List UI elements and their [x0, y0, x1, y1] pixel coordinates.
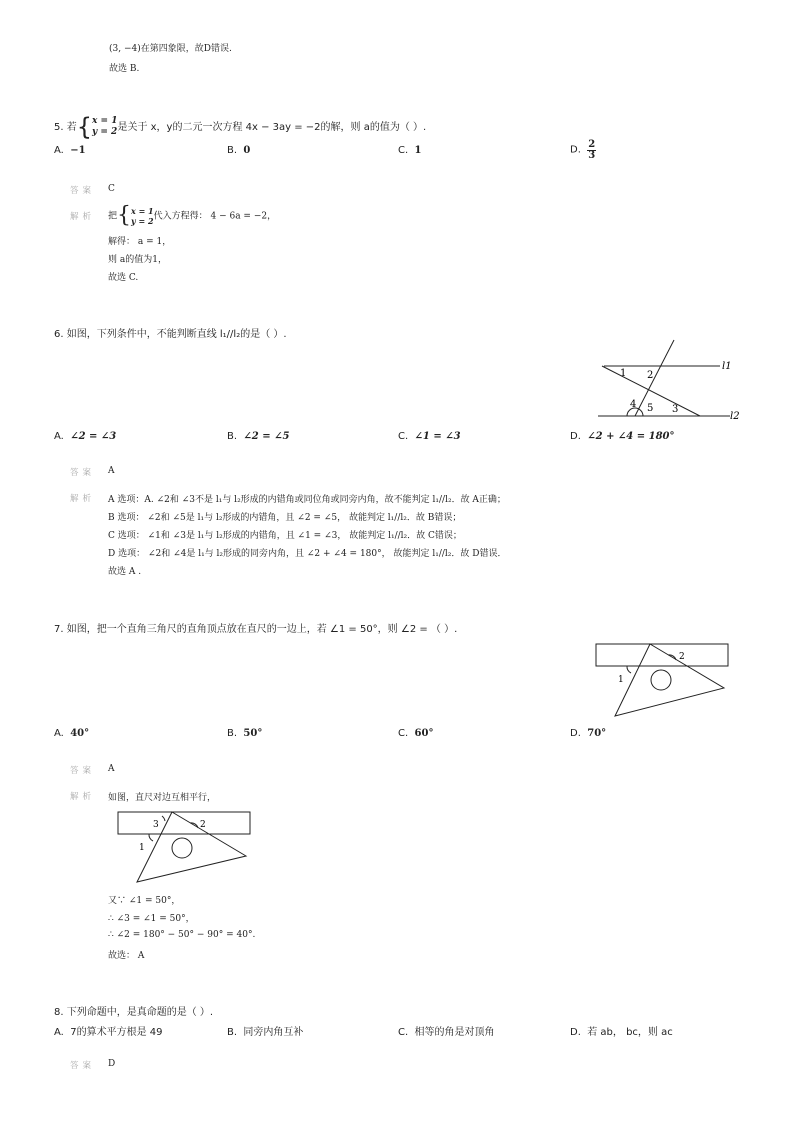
q6-option-a[interactable] [54, 431, 116, 442]
solution-prefix: 把 [108, 211, 118, 222]
solution-system [131, 206, 154, 226]
solution-system-line-2: y = 2 [131, 216, 154, 226]
solution-system-line-1: x = 1 [131, 206, 154, 216]
solution-substitute: 代入方程得： 4 − 6a = −2， [153, 211, 277, 222]
q5-solution-line-1 [108, 205, 276, 227]
option-text: 相等的角是对顶角 [414, 1027, 495, 1038]
option-key: A. [54, 728, 64, 739]
option-text: ∠1 = ∠3 [414, 431, 461, 442]
angle-arc-1 [627, 666, 631, 673]
q7-option-a[interactable] [54, 728, 89, 739]
q7-option-b[interactable] [227, 728, 262, 739]
option-key: A. [54, 431, 64, 442]
set-square-hole [651, 670, 671, 690]
q8-option-d[interactable] [570, 1023, 673, 1038]
option-text: −1 [70, 145, 86, 156]
option-key: B. [227, 728, 238, 739]
q5-analysis-label: 解析 [70, 212, 96, 222]
q7-option-d[interactable] [570, 728, 606, 739]
option-key: B. [227, 1027, 238, 1038]
option-key: D. [570, 1027, 581, 1038]
option-key: A. [54, 1027, 64, 1038]
q5-option-b[interactable] [227, 145, 250, 156]
angle-label-1: 1 [618, 675, 624, 685]
angle-label-2: 2 [647, 370, 654, 381]
option-key: C. [398, 431, 409, 442]
prev-solution-line-2: 故选 B. [109, 64, 140, 74]
angle-label-2: 2 [200, 820, 206, 830]
q8-answer: D [108, 1059, 116, 1069]
q8-option-c[interactable] [398, 1023, 495, 1038]
option-key: D. [570, 431, 581, 442]
option-key: D. [570, 144, 581, 156]
angle-label-3: 3 [672, 404, 679, 415]
question-7-stem: 7. 如图，把一个直角三角尺的直角顶点放在直尺的一边上，若 ∠1 = 50°，则 ∠2 = （ ）. [54, 624, 458, 635]
q8-answer-label: 答案 [70, 1061, 96, 1071]
option-key: A. [54, 145, 64, 156]
option-text: 若 ab， bc，则 ac [587, 1027, 673, 1038]
q5-option-d[interactable] [570, 139, 596, 161]
option-text: 70° [587, 728, 607, 739]
q7-figure [590, 638, 735, 720]
q7-answer: A [108, 764, 115, 774]
q6-analysis-label: 解析 [70, 494, 96, 504]
angle-label-3: 3 [153, 820, 159, 830]
equation-system [92, 116, 117, 138]
ruler [596, 644, 728, 666]
q7-analysis-label: 解析 [70, 792, 96, 802]
system-line-1: x = 1 [92, 116, 118, 126]
option-text: 0 [243, 145, 251, 156]
transversal-2 [635, 340, 674, 416]
q6-solution-line-3: C 选项： ∠1和 ∠3是 l₁与 l₂形成的内错角，且 ∠1 = ∠3， 故能判定 l₁//l₂．故 C错误； [108, 531, 462, 541]
fraction [587, 139, 596, 161]
option-key: B. [227, 145, 238, 156]
q7-solution-line-4: 故选： A [108, 951, 145, 961]
option-text: 40° [70, 728, 90, 739]
option-text: 60° [414, 728, 434, 739]
fraction-numerator: 2 [588, 139, 596, 150]
q6-solution-line-1: A 选项：A. ∠2和 ∠3不是 l₁与 l₂形成的内错角或同位角或同旁内角，故不能判定 l₁//l₂．故 A正确； [108, 495, 506, 505]
question-5-prefix: 5. 若 [54, 122, 77, 133]
line-label-l1: l1 [722, 361, 732, 372]
q6-solution-line-4: D 选项： ∠2和 ∠4是 l₁与 l₂形成的同旁内角，且 ∠2 + ∠4 = 180°， 故能判定 l₁//l₂．故 D错误． [108, 549, 507, 559]
q7-answer-label: 答案 [70, 766, 96, 776]
angle-label-1: 1 [620, 368, 627, 379]
q7-solution-line-1: 又∵ ∠1 = 50°， [108, 896, 181, 906]
q6-figure [590, 335, 750, 425]
option-key: C. [398, 1027, 409, 1038]
q5-option-a[interactable] [54, 145, 86, 156]
q7-solution-line-2: ∴ ∠3 = ∠1 = 50°， [108, 914, 195, 924]
q7-option-c[interactable] [398, 728, 433, 739]
prev-solution-line-1: (3, −4)在第四象限，故D错误. [109, 44, 232, 54]
q5-answer-label: 答案 [70, 186, 96, 196]
brace-symbol: { [76, 113, 93, 141]
angle-label-4: 4 [630, 399, 637, 410]
angle-label-2: 2 [679, 652, 685, 662]
option-text: 1 [414, 145, 422, 156]
question-6-stem: 6. 如图，下列条件中，不能判断直线 l₁//l₂的是（ ）. [54, 329, 287, 340]
ruler [118, 812, 250, 834]
question-8-stem: 8. 下列命题中，是真命题的是（ ）. [54, 1007, 214, 1018]
option-key: D. [570, 728, 581, 739]
option-key: C. [398, 145, 409, 156]
set-square-hole [172, 838, 192, 858]
q6-solution-line-2: B 选项： ∠2和 ∠5是 l₁与 l₂形成的内错角，且 ∠2 = ∠5， 故能判定 l₁//l₂．故 B错误； [108, 513, 462, 523]
angle-label-1: 1 [139, 843, 145, 853]
option-text: 7的算术平方根是 49 [70, 1027, 163, 1038]
question-5-stem [54, 115, 426, 139]
q6-solution-line-5: 故选 A . [108, 567, 142, 577]
option-text: ∠2 = ∠3 [70, 431, 117, 442]
system-line-2: y = 2 [92, 127, 118, 137]
brace-symbol: { [117, 203, 132, 228]
angle-label-5: 5 [647, 403, 654, 414]
angle-arc-1 [149, 834, 153, 841]
line-label-l2: l2 [730, 411, 740, 422]
q6-option-b[interactable] [227, 431, 289, 442]
question-5-middle: 是关于 x，y的二元一次方程 4x − 3ay = −2的解，则 a的值为（ ）. [117, 122, 427, 133]
q6-answer: A [108, 466, 115, 476]
option-text: 50° [243, 728, 263, 739]
q5-option-c[interactable] [398, 145, 422, 156]
option-text: ∠2 = ∠5 [243, 431, 290, 442]
q6-answer-label: 答案 [70, 468, 96, 478]
q7-solution-line-3: ∴ ∠2 = 180° − 50° − 90° = 40°. [108, 930, 256, 940]
option-key: B. [227, 431, 238, 442]
q8-option-b[interactable] [227, 1023, 303, 1038]
q6-option-c[interactable] [398, 431, 461, 442]
q5-answer: C [108, 184, 115, 194]
q5-solution-line-4: 故选 C. [108, 273, 139, 283]
q7-solution-intro: 如图，直尺对边互相平行， [108, 793, 217, 803]
option-key: C. [398, 728, 409, 739]
q8-option-a[interactable] [54, 1023, 162, 1038]
option-text: 同旁内角互补 [243, 1027, 304, 1038]
q6-option-d[interactable] [570, 431, 674, 442]
fraction-denominator: 3 [588, 150, 596, 161]
angle-arc-3 [162, 816, 165, 821]
q7-solution-figure [112, 806, 257, 886]
option-text: ∠2 + ∠4 = 180° [587, 431, 675, 442]
q5-solution-line-3: 则 a的值为1， [108, 255, 167, 265]
q5-solution-line-2: 解得： a = 1， [108, 237, 172, 247]
